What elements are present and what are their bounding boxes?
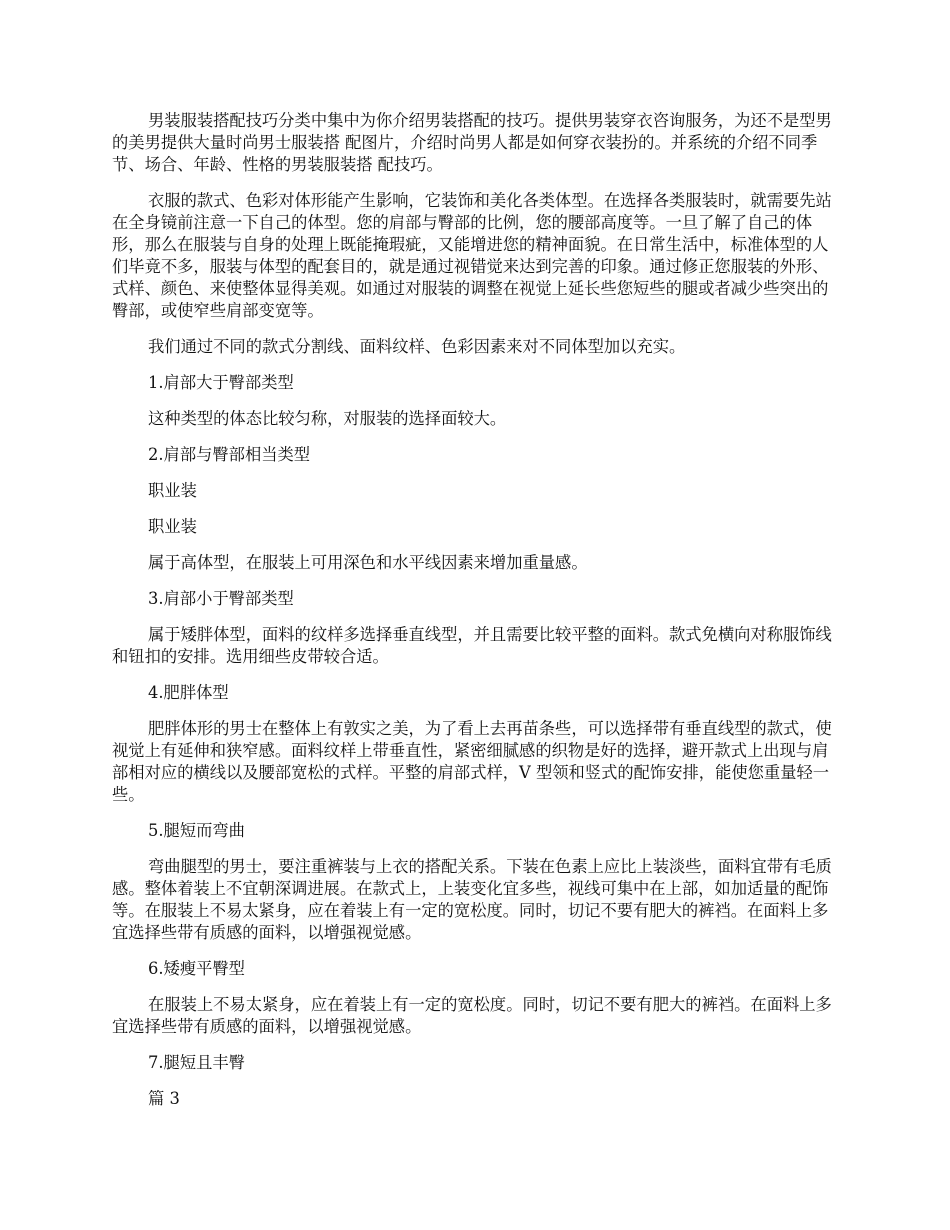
body-paragraph: 职业装 — [148, 517, 197, 536]
section-heading: 4.肥胖体型 — [148, 683, 229, 702]
section-heading: 3.肩部小于臀部类型 — [148, 589, 294, 608]
section-heading: 7.腿短且丰臀 — [148, 1053, 245, 1072]
intro-paragraph: 男装服装搭配技巧分类中集中为你介绍男装搭配的技巧。提供男装穿衣咨询服务，为还不是型男的美男提供大量时尚男士服装搭 配图片，介绍时尚男人都是如何穿衣装扮的。并系统的介绍不同季节、场合、年龄、性格的男装服装搭 配技巧。 — [112, 111, 832, 174]
section-heading: 5.腿短而弯曲 — [148, 821, 245, 840]
body-paragraph: 肥胖体形的男士在整体上有敦实之美，为了看上去再苗条些，可以选择带有垂直线型的款式，使视觉上有延伸和狭窄感。面料纹样上带垂直性，紧密细腻感的织物是好的选择，避开款式上出现与肩部相对应的横线以及腰部宽松的式样。平整的肩部式样，V 型领和竖式的配饰安排，能使您重量轻一些。 — [112, 719, 832, 804]
body-paragraph: 属于高体型，在服装上可用深色和水平线因素来增加重量感。 — [148, 553, 588, 572]
body-paragraph: 弯曲腿型的男士，要注重裤装与上衣的搭配关系。下装在色素上应比上装淡些，面料宜带有毛质感。整体着装上不宜朝深调进展。在款式上，上装变化宜多些，视线可集中在上部，如加适量的配饰等。在服装上不易太紧身，应在着装上有一定的宽松度。同时，切记不要有肥大的裤裆。在面料上多宜选择些带有质感的面料，以增强视觉感。 — [112, 857, 832, 942]
body-paragraph: 我们通过不同的款式分割线、面料纹样、色彩因素来对不同体型加以充实。 — [148, 337, 686, 356]
section-heading: 2.肩部与臀部相当类型 — [148, 445, 311, 464]
page-section-label: 篇 3 — [148, 1089, 180, 1108]
body-paragraph: 这种类型的体态比较匀称，对服装的选择面较大。 — [148, 409, 507, 428]
body-paragraph: 在服装上不易太紧身，应在着装上有一定的宽松度。同时，切记不要有肥大的裤裆。在面料上多宜选择些带有质感的面料，以增强视觉感。 — [112, 995, 832, 1036]
body-paragraph: 衣服的款式、色彩对体形能产生影响，它装饰和美化各类体型。在选择各类服装时，就需要先站在全身镜前注意一下自己的体型。您的肩部与臀部的比例，您的腰部高度等。一旦了解了自己的体形，那么在服装与自身的处理上既能掩瑕疵，又能增进您的精神面貌。在日常生活中，标准体型的人们毕竟不多，服装与体型的配套目的，就是通过视错觉来达到完善的印象。通过修正您服装的外形、式样、颜色、来使整体显得美观。如通过对服装的调整在视觉上延长些您短些的腿或者减少些突出的臀部，或使窄些肩部变宽等。 — [112, 191, 832, 320]
section-heading: 1.肩部大于臀部类型 — [148, 373, 294, 392]
body-paragraph: 职业装 — [148, 481, 197, 500]
document-page — [112, 110, 842, 1124]
section-heading: 6.矮瘦平臀型 — [148, 959, 245, 978]
body-paragraph: 属于矮胖体型，面料的纹样多选择垂直线型，并且需要比较平整的面料。款式免横向对称服饰线和钮扣的安排。选用细些皮带较合适。 — [112, 625, 832, 666]
